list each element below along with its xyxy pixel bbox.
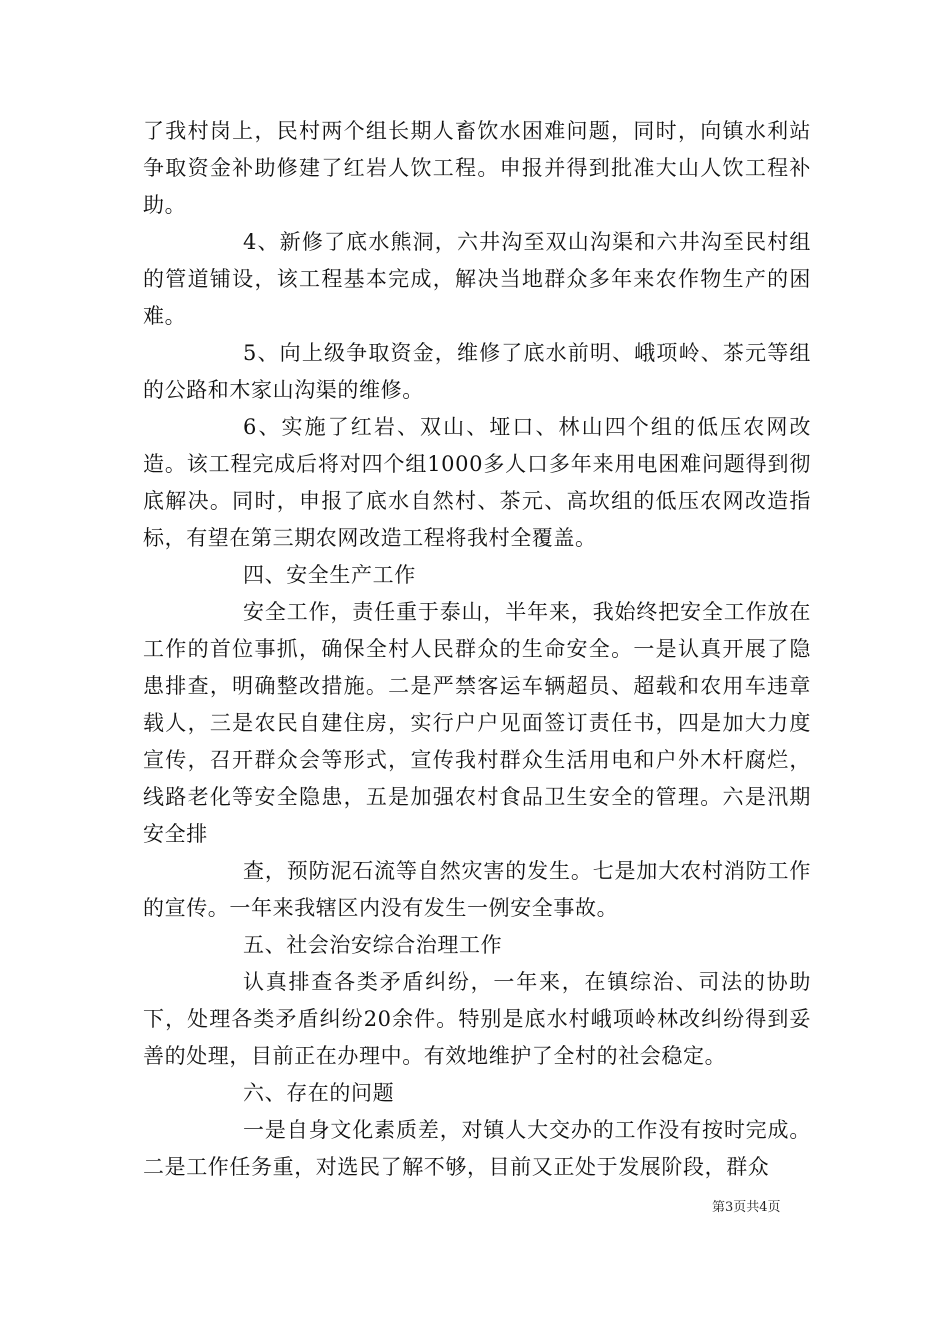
paragraph-continuation: 了我村岗上，民村两个组长期人畜饮水困难问题，同时，向镇水利站争取资金补助修建了红岩人饮工程。申报并得到批准大山人饮工程补助。 xyxy=(143,119,811,217)
paragraph-item-6: 6、实施了红岩、双山、垭口、林山四个组的低压农网改造。该工程完成后将对四个组1000多人口多年来用电困难问题得到彻底解决。同时，申报了底水自然村、茶元、高坎组的低压农网改造指标，有望在第三期农网改造工程将我村全覆盖。 xyxy=(143,415,811,550)
paragraph-safety-continued: 查，预防泥石流等自然灾害的发生。七是加大农村消防工作的宣传。一年来我辖区内没有发生一例安全事故。 xyxy=(143,859,811,920)
section-heading-safety: 四、安全生产工作 xyxy=(243,563,416,587)
section-heading-problems: 六、存在的问题 xyxy=(243,1081,395,1105)
document-body xyxy=(143,113,811,1186)
paragraph-public-security: 认真排查各类矛盾纠纷，一年来，在镇综治、司法的协助下，处理各类矛盾纠纷20余件。特别是底水村峨项岭林改纠纷得到妥善的处理，目前正在办理中。有效地维护了全村的社会稳定。 xyxy=(143,970,811,1068)
paragraph-item-5: 5、向上级争取资金，维修了底水前明、峨项岭、茶元等组的公路和木家山沟渠的维修。 xyxy=(143,341,811,402)
page-number-label: 第3页共4页 xyxy=(712,1200,781,1215)
section-heading-public-security: 五、社会治安综合治理工作 xyxy=(243,933,503,957)
paragraph-problems: 一是自身文化素质差，对镇人大交办的工作没有按时完成。二是工作任务重，对选民了解不够，目前又正处于发展阶段，群众 xyxy=(143,1118,811,1179)
page-number-footer xyxy=(712,1200,781,1216)
paragraph-item-4: 4、新修了底水熊洞，六井沟至双山沟渠和六井沟至民村组的管道铺设，该工程基本完成，解决当地群众多年来农作物生产的困难。 xyxy=(143,230,811,328)
paragraph-safety: 安全工作，责任重于泰山，半年来，我始终把安全工作放在工作的首位事抓，确保全村人民群众的生命安全。一是认真开展了隐患排查，明确整改措施。二是严禁客运车辆超员、超载和农用车违章载人，三是农民自建住房，实行户户见面签订责任书，四是加大力度宣传，召开群众会等形式，宣传我村群众生活用电和户外木杆腐烂，线路老化等安全隐患，五是加强农村食品卫生安全的管理。六是汛期安全排 xyxy=(143,600,811,846)
